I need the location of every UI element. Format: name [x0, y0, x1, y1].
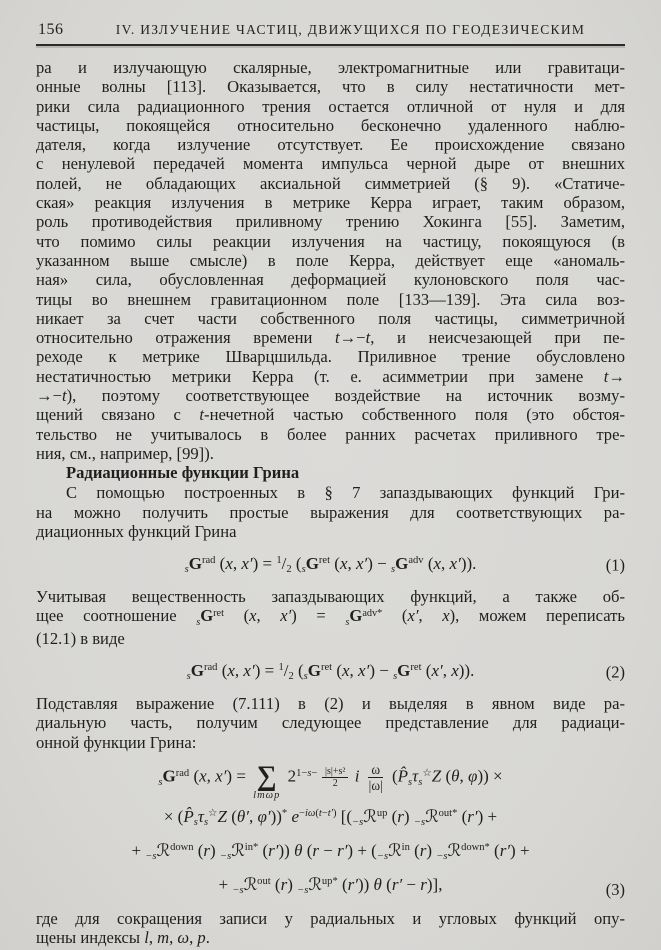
- text-line: дателя, когда излучение отсутствует. Ее происхождение связано: [36, 135, 625, 155]
- text-line: Подставляя выражение (7.111) в (2) и выделяя в явном виде ра-: [36, 694, 625, 714]
- text-line: диальную часть, получим следующее представление для радиаци-: [36, 713, 625, 733]
- text-line: тельство не учитывалось в более ранних расчетах приливного тре-: [36, 424, 625, 444]
- chapter-title: IV. ИЗЛУЧЕНИЕ ЧАСТИЦ, ДВИЖУЩИХСЯ ПО ГЕОДЕЗИЧЕСКИМ: [115, 22, 586, 37]
- text-line: относительно отражения времени t→−t, и неисчезающей при пе-: [36, 328, 625, 348]
- equation-line: + −sℛ$^{out}$ (r) −sℛ$^{up*}$ (r′)) θ (r′ − r)],: [218, 875, 443, 897]
- equation-line: $sG^{rad}$ (x, x′) = $^1$/2 ($sG^{ret}$ (x, $x') - sG^{ret}$ (x′, x)).: [186, 661, 475, 683]
- equation-line: × (P̂sτs☆Z (θ′, φ′))* $e^{-i\omega(t-t')}$ [(−sℛ$^{up}$ (r) −sℛ$^{out*}$ (r′) +: [163, 807, 498, 829]
- paragraph-substitution: [36, 694, 625, 752]
- paragraph-reality-relation: [36, 587, 625, 648]
- text-line: Учитывая вещественность запаздывающих функций, а также об-: [36, 587, 625, 607]
- equation-3-number: (3): [605, 879, 625, 899]
- equation-1-number: (1): [605, 555, 625, 575]
- text-line: ная» сила, обусловленная деформацией кулоновского поля час-: [36, 270, 625, 290]
- text-line: частицы, покоящейся относительно бесконечно удаленного наблю-: [36, 115, 625, 135]
- text-line: с ненулевой передачей момента импульса черной дыре от внешних: [36, 154, 625, 174]
- text-line: ния, см., например, [99]).: [36, 443, 214, 463]
- section-heading: Радиационные функции Грина: [66, 463, 300, 483]
- equation-3: [36, 760, 625, 903]
- text-line: на можно получить простые выражения для соответствующих ра-: [36, 502, 625, 522]
- equation-3-body: [36, 760, 625, 903]
- text-line: ская» реакция излучения в метрике Керра играет, таким образом,: [36, 193, 625, 213]
- text-line: нестатичностью метрики Керра (т. е. асимметрии при замене t→: [36, 366, 625, 386]
- page-header: [36, 18, 625, 42]
- text-line: щений связано с t-нечетной частью собственного поля (это обстоя-: [36, 405, 626, 425]
- text-line: роль противодействия приливному трению Хокинга [55]. Заметим,: [36, 212, 625, 232]
- text-line: щее соотношение $sG^{ret}$ (x, $x') = sG^{adv*}$ (x′, x), можем переписать: [36, 606, 625, 628]
- text-line: указанном выше смысле) в поле Керра, действует еще «аномаль-: [36, 250, 625, 270]
- paragraph-green-functions-intro: [36, 483, 625, 541]
- equation-1: [36, 549, 625, 581]
- page-content: [36, 58, 625, 948]
- text-line: →−t), поэтому соответствующее воздействие на источник возму-: [36, 386, 625, 406]
- equation-1-body: [36, 549, 625, 581]
- text-line: диационных функций Грина: [36, 521, 237, 541]
- equation-line: + −sℛ$^{down}$ (r) −sℛ$^{in*}$ (r′)) θ (r − r′) + (−sℛ$^{in}$ (r) −sℛ$^{down*}$ (r′) +: [131, 841, 530, 863]
- text-line: С помощью построенных в § 7 запаздывающих функций Гри-: [66, 483, 625, 503]
- equation-2-number: (2): [605, 662, 625, 682]
- text-line: полей, не обладающих аксиальной симметрией (§ 9). «Статиче-: [36, 173, 625, 193]
- text-line: никает за счет части собственного поля частицы, симметричной: [36, 308, 625, 328]
- text-line: рики сила радиационного трения остается отличной от нуля и для: [36, 96, 625, 116]
- text-line: (12.1) в виде: [36, 628, 125, 648]
- text-line: реходе к метрике Шварцшильда. Приливное трение обусловлено: [36, 347, 625, 367]
- text-line: щены индексы l, m, ω, p.: [36, 928, 210, 948]
- paragraph-radiation-friction: [36, 58, 625, 463]
- header-rule: [36, 44, 625, 46]
- text-line: ра и излучающую скалярные, электромагнитные или гравитаци-: [36, 58, 625, 77]
- page-number: 156: [38, 21, 64, 38]
- text-line: онные волны [113]. Оказывается, что в силу нестатичности мет-: [36, 77, 625, 97]
- equation-2: [36, 656, 625, 688]
- equation-2-body: [36, 656, 625, 688]
- text-line: что помимо силы реакции излучения на частицу, покоящуюся (в: [36, 231, 625, 251]
- equation-line: $sG^{rad}$ (x, x′) = ∑ lmωp $2^{1-s- \frac{\text{|s|+s²}}{2}}$ i $\frac{\omega}{|\omega|}$ (P̂sτs☆Z (θ, φ)) ×: [158, 760, 503, 801]
- text-line: тицы во внешнем гравитационном поле [133—139]. Эта сила воз-: [36, 289, 625, 309]
- equation-line: $sG^{rad}$ (x, x′) = $^1$/2 ($sG^{ret}$ (x, $x') - sG^{adv}$ (x, x′)).: [184, 554, 477, 576]
- text-line: онной функции Грина:: [36, 732, 197, 752]
- text-line: где для сокращения записи у радиальных и угловых функций опу-: [36, 909, 625, 929]
- paragraph-index-note: [36, 909, 625, 948]
